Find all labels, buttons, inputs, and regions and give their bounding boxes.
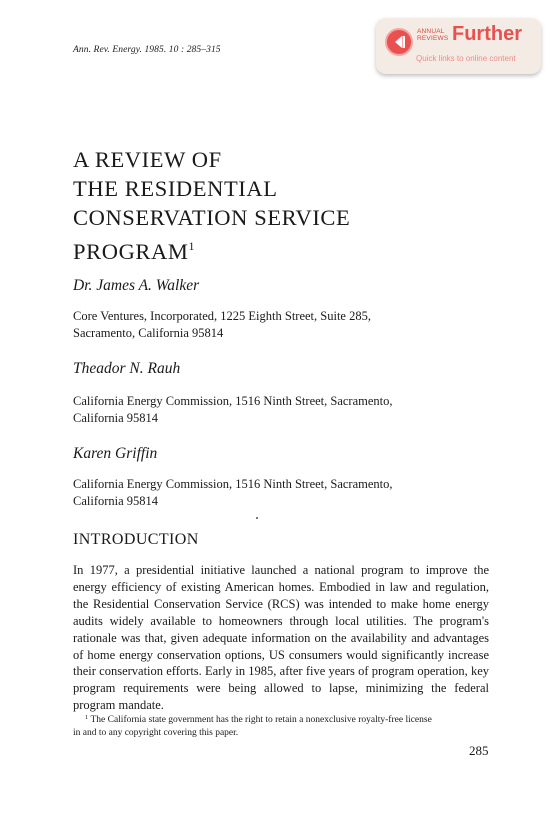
page-number: 285 xyxy=(469,743,489,758)
reviews-label: REVIEWS xyxy=(417,35,449,42)
annual-reviews-further-badge[interactable] xyxy=(376,18,541,74)
title-line: A REVIEW OF xyxy=(73,147,222,172)
title-line xyxy=(73,232,350,266)
author-affiliation: Core Ventures, Incorporated, 1225 Eighth Street, Suite 285, Sacramento, California 95814 xyxy=(73,309,371,340)
scan-speck xyxy=(256,517,258,519)
article-title xyxy=(73,145,350,266)
author-name: Dr. James A. Walker xyxy=(73,277,200,294)
footnote-text-line1: The California state government has the right to retain a nonexclusive royalty-free license xyxy=(90,715,432,725)
footnote-mark: 1 xyxy=(85,714,89,721)
further-label: Further xyxy=(452,23,522,45)
title-line: CONSERVATION SERVICE xyxy=(73,205,351,230)
annual-label: ANNUAL xyxy=(417,28,445,35)
quick-links-label: Quick links to online content xyxy=(416,54,516,63)
author-affiliation: California Energy Commission, 1516 Ninth Street, Sacramento, California 95814 xyxy=(73,477,393,508)
title-line-text: PROGRAM xyxy=(73,239,189,264)
author-affiliation: California Energy Commission, 1516 Ninth Street, Sacramento, California 95814 xyxy=(73,394,393,425)
annual-reviews-wordmark xyxy=(417,28,448,42)
journal-citation: Ann. Rev. Energy. 1985. 10 : 285–315 xyxy=(73,45,221,55)
author-name: Theador N. Rauh xyxy=(73,360,181,377)
footnote xyxy=(73,711,489,740)
annual-reviews-logo-icon xyxy=(385,28,413,56)
author-name: Karen Griffin xyxy=(73,445,158,462)
title-footnote-mark: 1 xyxy=(188,239,195,253)
title-line: THE RESIDENTIAL xyxy=(73,176,278,201)
footnote-text-line2: in and to any copyright covering this paper. xyxy=(73,728,239,738)
section-heading: INTRODUCTION xyxy=(73,531,199,548)
body-paragraph: In 1977, a presidential initiative launched a national program to improve the energy efficiency of existing American homes. Embodied in law and regulation, the Residential Conservation Service (RCS) was intended to make home energy audits widely available to homeowners through local utilities. The program's rationale was that, given adequate information on the availability and advantages of home energy conservation options, US consumers would significantly increase their conservation efforts. Early in 1985, after five years of program operation, key program requirements were being allowed to lapse, minimizing the federal program mandate. xyxy=(73,563,489,713)
